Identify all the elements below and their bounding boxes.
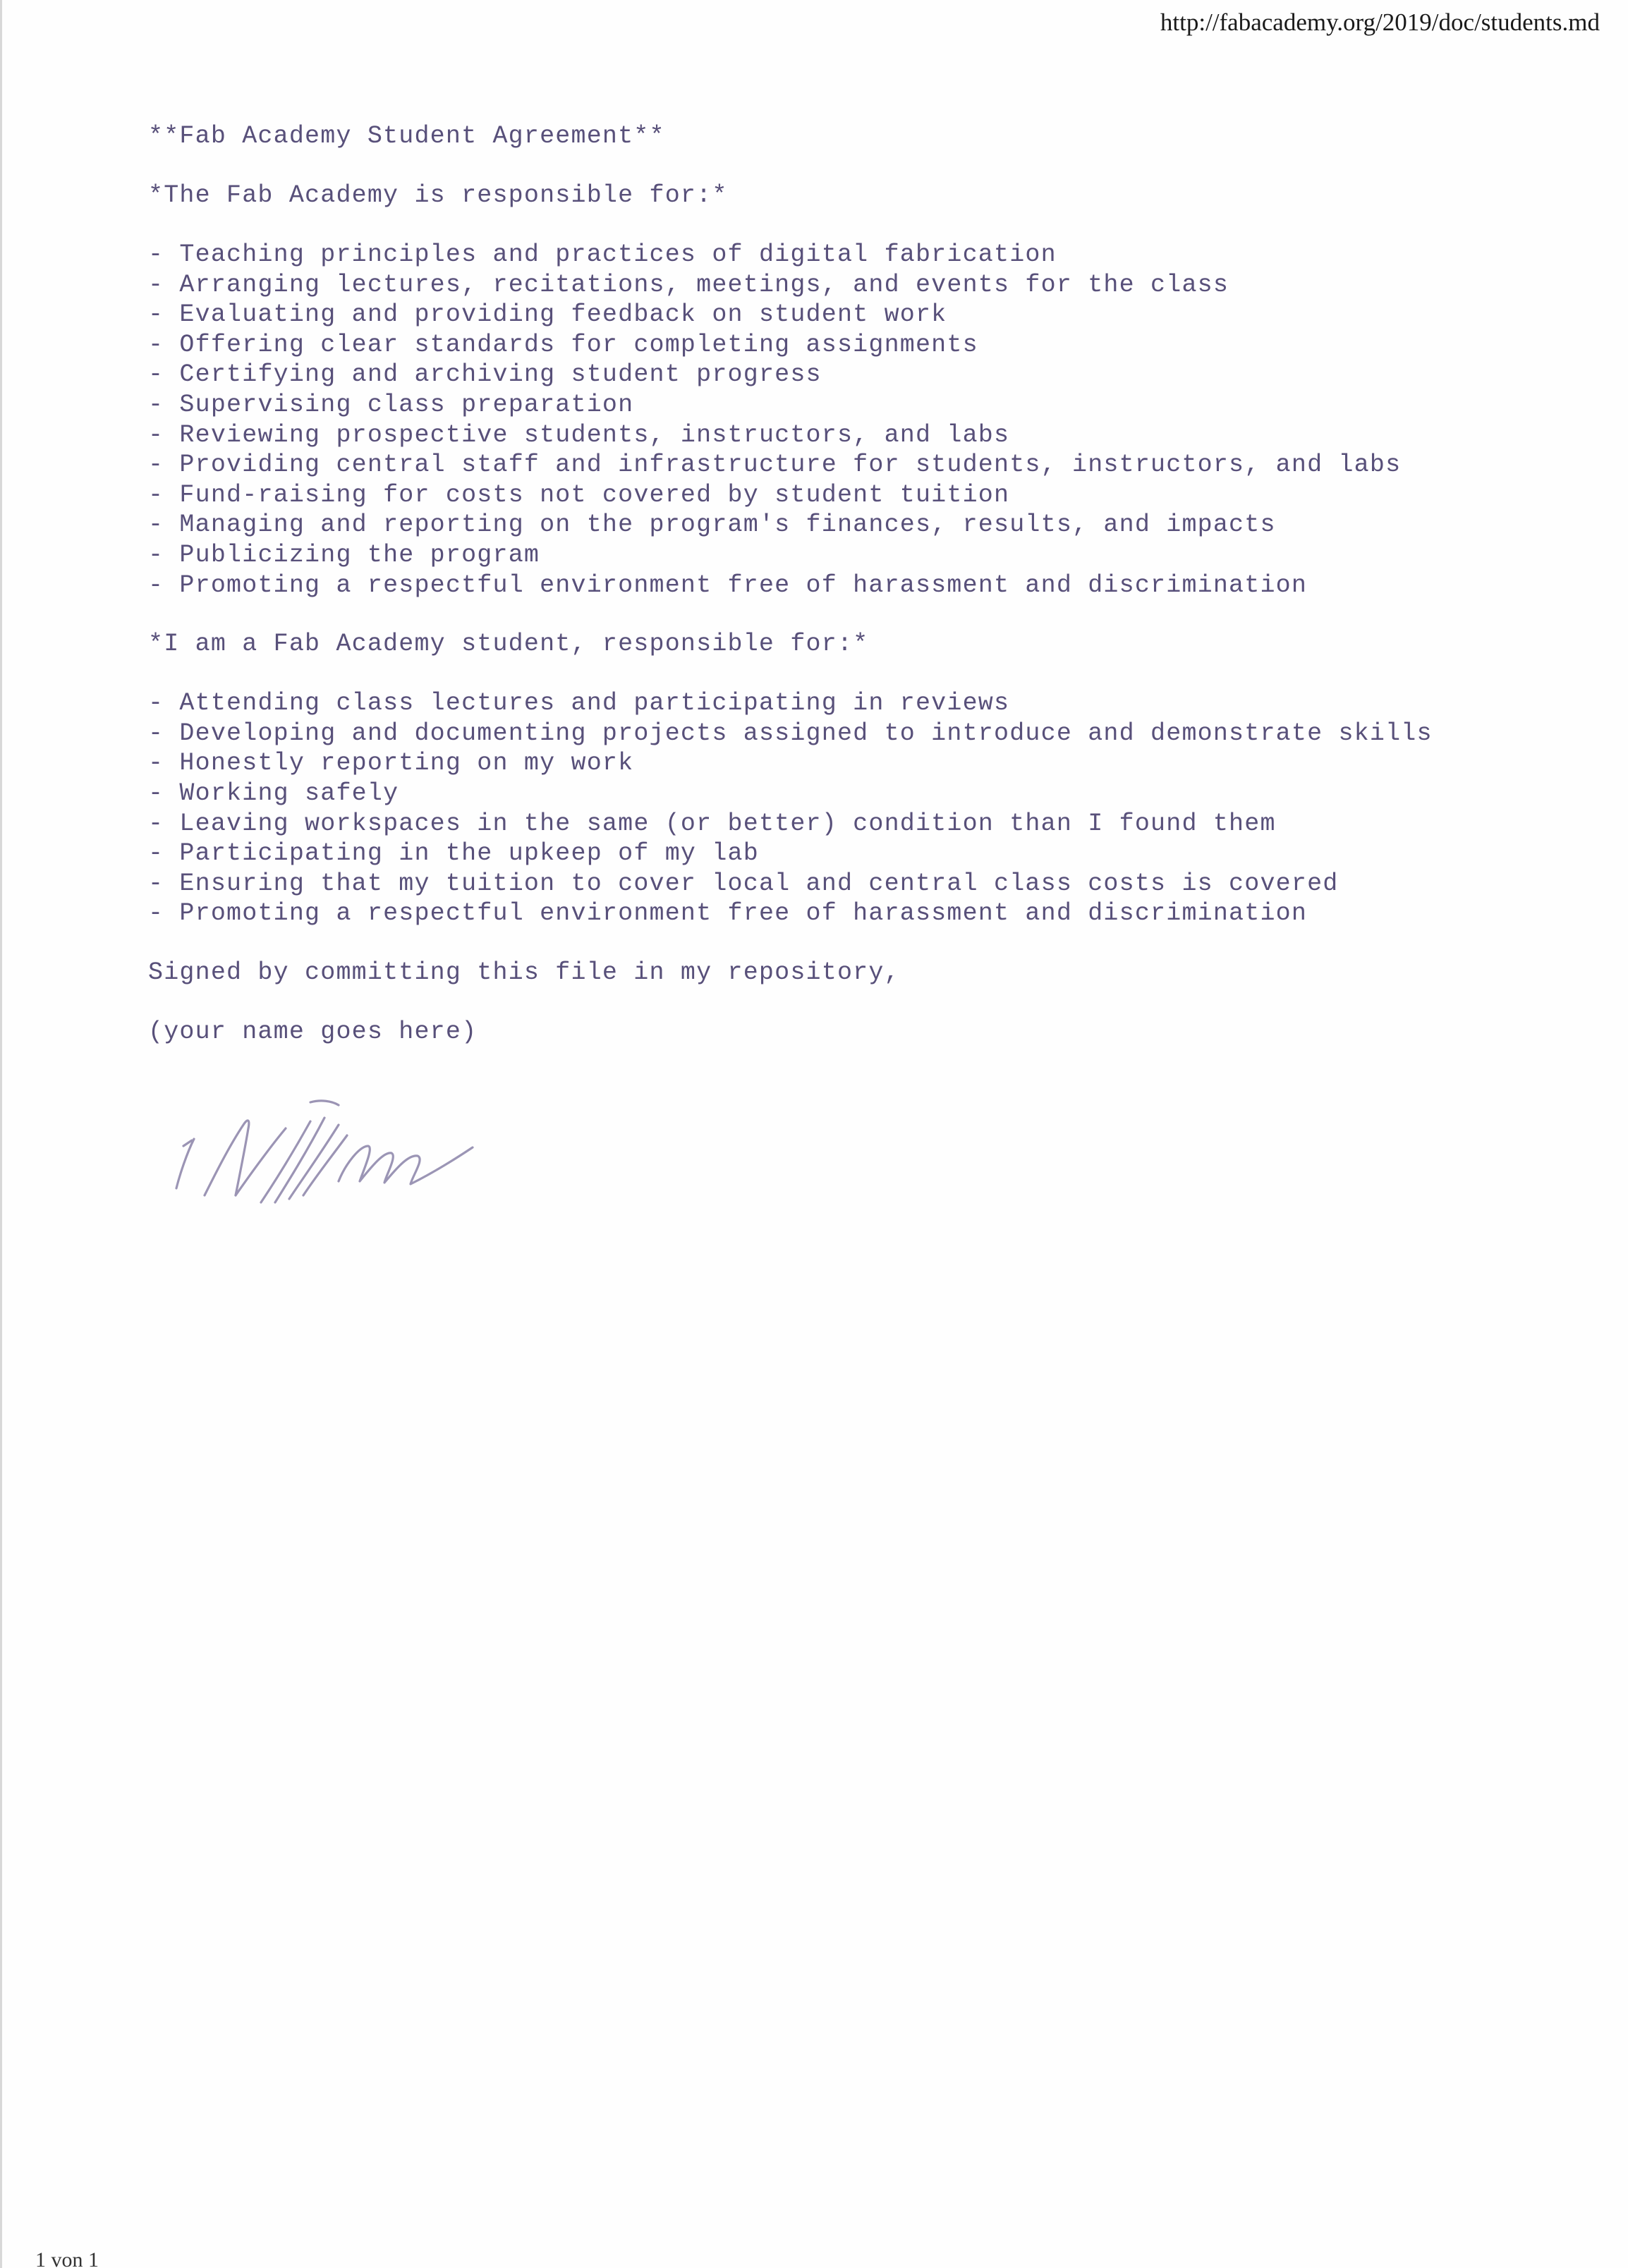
list-item: - Offering clear standards for completing assignments — [148, 330, 978, 359]
list-item: - Promoting a respectful environment free of harassment and discrimination — [148, 899, 1308, 928]
list-item: - Developing and documenting projects assigned to introduce and demonstrate skills — [148, 719, 1433, 748]
agreement-title: **Fab Academy Student Agreement** — [148, 122, 665, 150]
page-edge-shadow — [0, 0, 2, 2268]
signature-icon — [162, 1097, 494, 1209]
list-item: - Publicizing the program — [148, 540, 540, 569]
list-item: - Leaving workspaces in the same (or better) condition than I found them — [148, 809, 1276, 838]
agreement-body — [148, 121, 1559, 1047]
list-item: - Teaching principles and practices of digital fabrication — [148, 240, 1057, 269]
spacer — [148, 929, 1559, 958]
list-item: - Participating in the upkeep of my lab — [148, 839, 759, 868]
name-placeholder: (your name goes here) — [148, 1017, 478, 1046]
spacer — [148, 600, 1559, 629]
section2-list — [148, 688, 1559, 929]
list-item: - Fund-raising for costs not covered by student tuition — [148, 480, 1010, 509]
spacer — [148, 988, 1559, 1017]
section1-list — [148, 240, 1559, 600]
list-item: - Ensuring that my tuition to cover local and central class costs is covered — [148, 869, 1339, 898]
list-item: - Working safely — [148, 779, 399, 807]
list-item: - Evaluating and providing feedback on student work — [148, 300, 947, 329]
list-item: - Managing and reporting on the program's finances, results, and impacts — [148, 511, 1276, 539]
spacer — [148, 211, 1559, 240]
spacer — [148, 659, 1559, 688]
signed-line: Signed by committing this file in my repository, — [148, 958, 900, 987]
list-item: - Certifying and archiving student progress — [148, 360, 822, 389]
header-url: http://fabacademy.org/2019/doc/students.md — [1160, 8, 1600, 36]
spacer — [148, 152, 1559, 181]
list-item: - Promoting a respectful environment free of harassment and discrimination — [148, 571, 1308, 599]
page-indicator: 1 von 1 — [35, 2248, 99, 2268]
list-item: - Reviewing prospective students, instructors, and labs — [148, 420, 1010, 449]
list-item: - Providing central staff and infrastructure for students, instructors, and labs — [148, 451, 1402, 480]
list-item: - Honestly reporting on my work — [148, 749, 634, 778]
list-item: - Supervising class preparation — [148, 390, 634, 419]
list-item: - Arranging lectures, recitations, meetings, and events for the class — [148, 270, 1229, 299]
list-item: - Attending class lectures and participating in reviews — [148, 689, 1010, 718]
section2-heading: *I am a Fab Academy student, responsible for:* — [148, 630, 869, 659]
section1-heading: *The Fab Academy is responsible for:* — [148, 181, 728, 209]
